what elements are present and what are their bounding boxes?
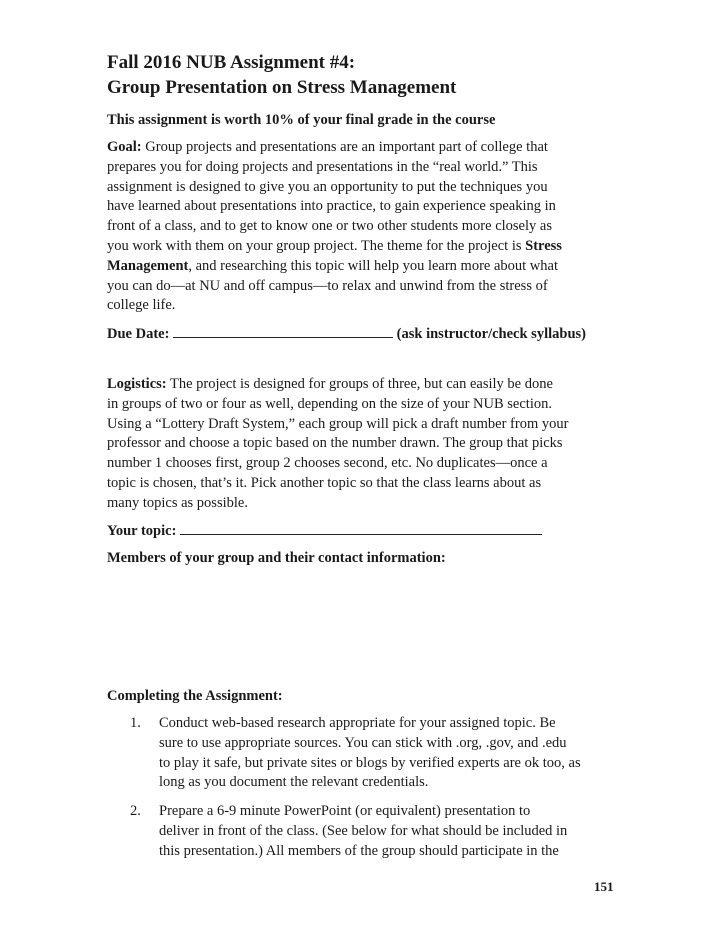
your-topic-label: Your topic: — [107, 523, 177, 539]
goal-text: have learned about presentations into practice, to gain experience speaking in — [107, 198, 556, 215]
goal-text: prepares you for doing projects and presentations in the “real world.” This — [107, 158, 538, 175]
due-date-blank[interactable] — [173, 325, 393, 338]
goal-text: you work with them on your group project. The theme for the project is — [107, 237, 526, 254]
goal-text: front of a class, and to get to know one or two other students more closely as — [107, 218, 552, 235]
logistics-label: Logistics: — [107, 376, 167, 392]
step-text: Prepare a 6-9 minute PowerPoint (or equivalent) presentation to — [159, 803, 531, 819]
goal-text: college life. — [107, 297, 176, 314]
logistics-text: in groups of two or four as well, depending on the size of your NUB section. — [107, 395, 552, 412]
goal-text: Group projects and presentations are an important part of college that — [141, 139, 548, 155]
goal-text: assignment is designed to give you an opportunity to put the techniques you — [107, 178, 548, 195]
step-text: deliver in front of the class. (See below for what should be included in — [159, 822, 568, 839]
step-text: long as you document the relevant credentials. — [159, 774, 429, 791]
logistics-text: The project is designed for groups of three, but can easily be done — [166, 376, 553, 392]
logistics-text: topic is chosen, that’s it. Pick another topic so that the class learns about as — [107, 474, 542, 491]
title-line-1: Fall 2016 NUB Assignment #4: — [107, 52, 356, 73]
due-date-row — [107, 325, 586, 343]
members-heading: Members of your group and their contact information: — [107, 550, 446, 566]
theme-emphasis: Management — [107, 257, 189, 274]
title-line-2: Group Presentation on Stress Management — [107, 77, 457, 98]
goal-text: you can do—at NU and off campus—to relax and unwind from the stress of — [107, 277, 548, 294]
logistics-text: Using a “Lottery Draft System,” each group will pick a draft number from your — [107, 415, 569, 432]
due-date-note: (ask instructor/check syllabus) — [396, 326, 586, 342]
step-text: this presentation.) All members of the group should participate in the — [159, 842, 559, 859]
step-number: 1. — [130, 715, 141, 731]
theme-emphasis: Stress — [525, 237, 562, 254]
goal-paragraph — [107, 138, 617, 316]
logistics-text: many topics as possible. — [107, 494, 248, 511]
page-title — [107, 50, 456, 100]
step-number: 2. — [130, 803, 141, 819]
page-number: 151 — [594, 879, 614, 894]
grade-weight-note: This assignment is worth 10% of your final grade in the course — [107, 112, 496, 128]
step-text: to play it safe, but private sites or blogs by verified experts are ok too, as — [159, 754, 581, 771]
logistics-text: professor and choose a topic based on the number drawn. The group that picks — [107, 435, 563, 452]
completing-heading: Completing the Assignment: — [107, 688, 283, 704]
your-topic-blank[interactable] — [180, 522, 542, 535]
goal-text: , and researching this topic will help you learn more about what — [188, 257, 558, 274]
your-topic-row — [107, 522, 542, 540]
step-text: sure to use appropriate sources. You can stick with .org, .gov, and .edu — [159, 734, 567, 751]
goal-label: Goal: — [107, 139, 142, 155]
logistics-paragraph — [107, 375, 617, 514]
logistics-text: number 1 chooses first, group 2 chooses second, etc. No duplicates—once a — [107, 455, 548, 472]
step-text: Conduct web-based research appropriate for your assigned topic. Be — [159, 715, 556, 731]
due-date-label: Due Date: — [107, 326, 170, 342]
